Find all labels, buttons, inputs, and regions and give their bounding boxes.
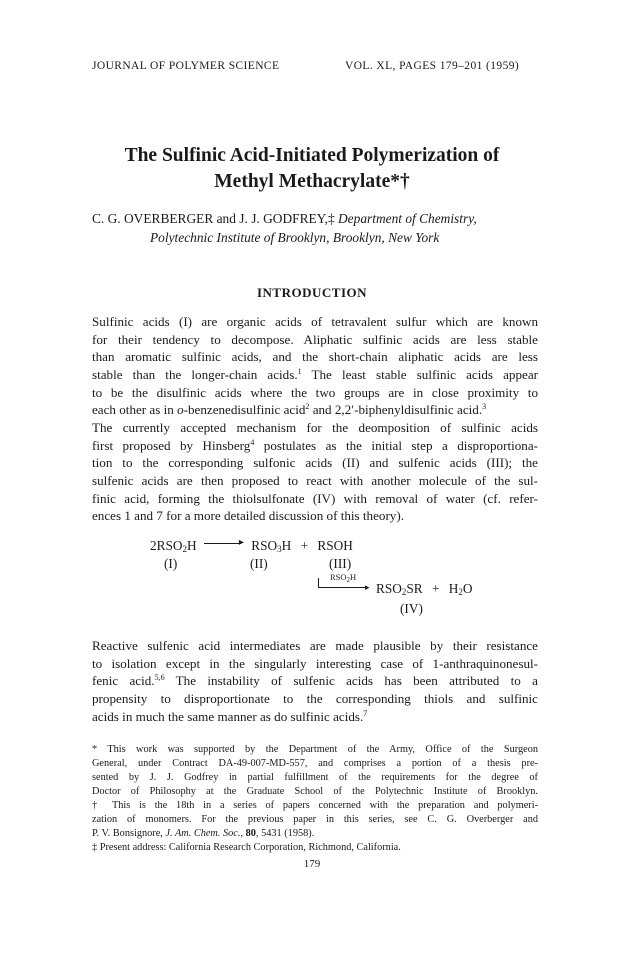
paragraph-1 (92, 313, 538, 419)
compound-label: (I) (164, 556, 178, 571)
subscript: 2 (346, 576, 351, 584)
reaction-arrow: ▸ (204, 539, 244, 549)
volume-number: 80 (245, 828, 256, 839)
reference-mark: 2 (305, 402, 310, 412)
paragraph-3 (92, 637, 538, 725)
author-block (92, 209, 544, 247)
compound-label: (IV) (400, 601, 423, 616)
subscript: 2 (401, 587, 407, 597)
subscript: 3 (277, 544, 282, 554)
reference-mark: 5,6 (154, 673, 165, 683)
text-line (92, 366, 538, 384)
text-line (92, 672, 538, 690)
text-line: tion to the corresponding sulfonic acids (II) and sulfenic acids (III); the (92, 455, 538, 471)
italic-prefix: o (177, 402, 184, 418)
title-line-1: The Sulfinic Acid-Initiated Polymerization of (124, 145, 500, 166)
footnote-line: ‡ Present address: California Research Corporation, Richmond, California. (92, 842, 401, 853)
formula-part: H (187, 538, 197, 553)
text-line: Sulfinic acids (I) are organic acids of tetravalent sulfur which are known (92, 314, 538, 329)
reference-mark: 1 (297, 367, 302, 377)
section-heading: INTRODUCTION (256, 285, 367, 300)
reference-mark: 4 (250, 437, 255, 447)
plus-sign: + (300, 538, 309, 553)
text-line: finic acid, forming the thiolsulfonate (IV) with removal of water (cf. refer- (92, 490, 538, 506)
text-line: Reactive sulfenic acid intermediates are made plausible by their resistance (92, 638, 538, 653)
journal-citation: J. Am. Chem. Soc. (165, 828, 241, 839)
equation-line-1 (150, 538, 353, 554)
formula-part: H (281, 538, 292, 553)
product-sulfonic (251, 538, 291, 553)
text-line: for their tendency to decompose. Aliphatic sulfinic acids are less stable (92, 331, 538, 347)
reactant (150, 538, 197, 553)
text-span: acids in much the same manner as do sulfinic acids. (92, 708, 364, 724)
arrow-reagent (330, 572, 356, 582)
text-line: propensity to disproportionate to the corresponding thiols and sulfinic (92, 691, 538, 707)
footnotes (92, 743, 538, 855)
formula-part: O (462, 581, 473, 596)
page-number: 179 (303, 858, 321, 870)
text-span: , (240, 828, 246, 839)
product-thiolsulfonate (376, 581, 423, 596)
formula-part: H (350, 572, 357, 582)
compound-label: (III) (329, 556, 352, 571)
compound-label: (II) (250, 556, 268, 571)
plus-sign: + (431, 581, 440, 596)
footnote-line: † This is the 18th in a series of papers concerned with the preparation and polymeri- (92, 800, 538, 811)
text-line (92, 437, 538, 455)
volume-info: VOL. XL, PAGES 179–201 (1959) (345, 60, 520, 72)
text-line (92, 708, 538, 726)
reference-mark: 3 (482, 402, 487, 412)
subscript: 2 (458, 587, 463, 597)
formula-part: 2RSO (150, 538, 183, 553)
author-names: C. G. OVERBERGER and J. J. GODFREY,‡ (92, 211, 339, 226)
text-line: sulfenic acids are then proposed to react with another molecule of the sul- (92, 473, 538, 489)
text-span: -benzenedisulfinic acid (183, 402, 306, 418)
text-line: The currently accepted mechanism for the deomposition of sulfinic acids (92, 420, 538, 435)
reference-mark: 7 (363, 708, 368, 718)
text-line: ences 1 and 7 for a more detailed discussion of this theory). (92, 508, 404, 524)
journal-name: JOURNAL OF POLYMER SCIENCE (92, 60, 280, 72)
equation-line-2 (376, 581, 473, 597)
product-sulfenic: RSOH (317, 538, 353, 553)
footnote-line: sented by J. J. Godfrey in partial fulfillment of the requirements for the degree of (92, 772, 538, 783)
title-line-2: Methyl Methacrylate*† (214, 171, 410, 192)
text-span: , 5431 (1958). (255, 828, 315, 839)
text-span: and 2,2′-biphenyldisulfinic acid. (309, 402, 483, 418)
formula-part: RSO (376, 581, 402, 596)
text-span: fenic acid. (92, 673, 155, 689)
affiliation-line-1: Department of Chemistry, (338, 211, 477, 226)
reaction-arrow-hook: ▸ $RSO_2H$ (318, 572, 372, 592)
formula-part: SR (406, 581, 423, 596)
text-line (92, 401, 538, 419)
subscript: 2 (182, 544, 188, 554)
text-line: to isolation except in the singularly interesting case of 1-anthraquinonesul- (92, 655, 538, 671)
paragraph-2 (92, 419, 538, 525)
footnote-line: zation of monomers. For the previous paper in this series, see C. G. Overberger and (92, 814, 538, 825)
text-span: The instability of sulfenic acids has been attributed to a (164, 673, 538, 689)
affiliation-line-2: Polytechnic Institute of Brooklyn, Brooklyn, New York (150, 230, 440, 245)
text-span: postulates as the initial step a disproportiona- (254, 437, 538, 453)
footnote-line: * This work was supported by the Department of the Army, Office of the Surgeon (92, 744, 538, 755)
footnote-line: General, under Contract DA-49-007-MD-557, and comprises a portion of a thesis pre- (92, 758, 538, 769)
text-span: stable than the longer-chain acids. (92, 367, 298, 383)
text-line: to be the disulfinic acids where the two groups are in close proximity to (92, 384, 538, 400)
footnote-line (92, 827, 538, 841)
text-span: The least stable sulfinic acids appear (301, 367, 538, 383)
formula-part: RSO (251, 538, 278, 553)
formula-part: H (448, 581, 459, 596)
product-water (449, 581, 473, 596)
formula-part: RSO (330, 572, 347, 582)
text-span: first proposed by Hinsberg (92, 437, 251, 453)
footnote-line: Doctor of Philosophy at the Graduate School of the Polytechnic Institute of Brooklyn. (92, 786, 538, 797)
text-span: each other as in (92, 402, 178, 418)
text-span: P. V. Bonsignore, (92, 828, 166, 839)
article-title (60, 143, 564, 195)
text-line: than aromatic sulfinic acids, and the short-chain aliphatic acids are less (92, 349, 538, 365)
